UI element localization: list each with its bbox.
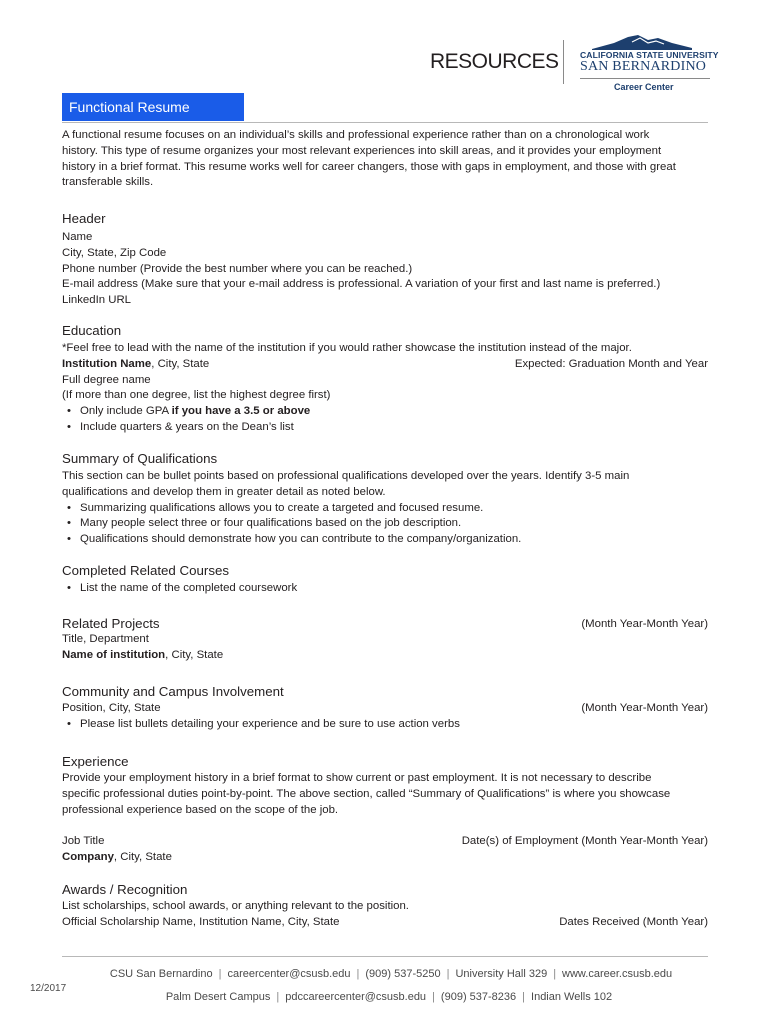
bullet-icon: • (67, 405, 71, 418)
awards-heading: Awards / Recognition (62, 882, 188, 897)
community-dates: (Month Year-Month Year) (581, 702, 708, 714)
qualifications-line: qualifications and develop them in greater detail as noted below. (62, 485, 386, 498)
education-block (62, 341, 710, 436)
footer-location: Indian Wells 102 (531, 991, 613, 1003)
bullet-text: Qualifications should demonstrate how you can contribute to the company/organization. (80, 533, 522, 546)
list-item (62, 516, 710, 532)
header-line-name: Name (62, 231, 93, 243)
experience-line: professional experience based on the scope of the job. (62, 803, 339, 816)
header-heading: Header (62, 211, 106, 226)
footer-separator: | (553, 968, 557, 980)
bullet-icon: • (67, 533, 71, 546)
bullet-text: Summarizing qualifications allows you to create a targeted and focused resume. (80, 501, 484, 514)
list-item (62, 532, 710, 548)
banner-rule (62, 122, 708, 123)
courses-block (62, 581, 710, 597)
footer-phone: (909) 537-5250 (365, 968, 441, 980)
education-note: *Feel free to lead with the name of the institution if you would rather showcase the institution instead of the major. (62, 342, 632, 354)
bullet-icon: • (67, 420, 71, 433)
education-more: (If more than one degree, list the highest degree first) (62, 389, 331, 402)
community-heading: Community and Campus Involvement (62, 684, 284, 699)
projects-institution-location: , City, State (165, 648, 224, 661)
projects-institution-name: Name of institution (62, 648, 166, 661)
list-item (62, 420, 710, 436)
awards-scholarship: Official Scholarship Name, Institution Name, City, State (62, 915, 340, 928)
footer-campus-name: CSU San Bernardino (109, 968, 213, 980)
institution-name: Institution Name (62, 357, 152, 370)
logo-career-center: Career Center (614, 82, 674, 92)
courses-heading: Completed Related Courses (62, 563, 230, 578)
intro-line: transferable skills. (62, 176, 154, 189)
experience-dates: Date(s) of Employment (Month Year-Month Year) (461, 835, 708, 847)
csusb-logo (580, 34, 719, 94)
footer-separator: | (522, 991, 526, 1003)
awards-dates: Dates Received (Month Year) (559, 916, 708, 928)
experience-company-location: , City, State (113, 850, 172, 863)
experience-company-name: Company (62, 850, 114, 863)
footer-palm-desert (0, 991, 770, 1003)
qualifications-line: This section can be bullet points based on professional qualifications developed over the years. Identify 3-5 main (62, 470, 630, 482)
education-degree: Full degree name (62, 373, 151, 386)
bullet-icon: • (67, 582, 71, 594)
bullet-icon: • (67, 717, 71, 730)
header-line-linkedin: LinkedIn URL (62, 294, 132, 307)
bullet-icon: • (67, 501, 71, 514)
experience-company (62, 850, 710, 866)
header-line-email: E-mail address (Make sure that your e-mail address is professional. A variation of your first and last name is preferred.) (62, 278, 661, 291)
projects-heading: Related Projects (62, 616, 160, 631)
footer-separator: | (432, 991, 435, 1003)
header-line-city: City, State, Zip Code (62, 246, 167, 259)
footer-date: 12/2017 (30, 983, 67, 994)
logo-university-line: CALIFORNIA STATE UNIVERSITY (580, 50, 719, 60)
footer-separator: | (356, 968, 360, 980)
logo-campus-line: SAN BERNARDINO (580, 59, 707, 74)
community-position: Position, City, State (62, 702, 161, 714)
awards-line: List scholarships, school awards, or anything relevant to the position. (62, 900, 409, 912)
header-lines (62, 230, 710, 309)
list-item (62, 404, 710, 420)
projects-dates: (Month Year-Month Year) (581, 618, 708, 630)
experience-job-title: Job Title (62, 835, 105, 847)
list-item (62, 501, 710, 517)
projects-institution (62, 648, 710, 664)
list-item (62, 581, 710, 597)
bullet-text: Include quarters & years on the Dean’s list (80, 420, 294, 433)
footer-separator: | (218, 968, 222, 980)
experience-line: Provide your employment history in a brief format to show current or past employment. It is not necessary to describe (62, 772, 652, 784)
footer-email-link[interactable]: careercenter@csusb.edu (227, 968, 351, 980)
education-expected: Expected: Graduation Month and Year (514, 358, 708, 370)
header-divider (563, 40, 564, 84)
intro-paragraph (62, 128, 710, 191)
page-title: RESOURCES (430, 50, 559, 73)
footer-website-link[interactable]: www.career.csusb.edu (562, 968, 673, 980)
footer-campus-name: Palm Desert Campus (165, 991, 271, 1003)
institution-location: , City, State (151, 357, 210, 370)
footer-separator: | (276, 991, 280, 1003)
bullet-text: List the name of the completed coursework (80, 582, 298, 594)
header-line-phone: Phone number (Provide the best number where you can be reached.) (62, 262, 413, 275)
section-banner: Functional Resume (62, 93, 244, 121)
experience-block (62, 771, 710, 818)
footer-location: University Hall 329 (455, 968, 548, 980)
bullet-icon: • (67, 517, 71, 530)
bullet-text: Many people select three or four qualifications based on the job description. (80, 517, 462, 530)
footer-email-link[interactable]: pdccareercenter@csusb.edu (285, 991, 427, 1003)
footer-phone: (909) 537-8236 (440, 991, 517, 1003)
logo-rule (580, 78, 710, 79)
education-heading: Education (62, 323, 122, 338)
intro-line: A functional resume focuses on an individual’s skills and professional experience rather than on a chronological work (62, 129, 650, 141)
projects-title: Title, Department (62, 633, 149, 645)
bullet-bold-text: if you have a 3.5 or above (171, 405, 311, 418)
intro-line: history. This type of resume organizes your most relevant experiences into skill areas, and it provides your employment (62, 144, 662, 157)
experience-heading: Experience (62, 754, 129, 769)
list-item (62, 717, 710, 733)
footer-rule (62, 956, 708, 957)
intro-line: history in a brief format. This resume works well for career changers, those with gaps in employment, and those with great (62, 160, 676, 173)
qualifications-heading: Summary of Qualifications (62, 451, 218, 466)
bullet-text: Please list bullets detailing your experience and be sure to use action verbs (80, 717, 460, 730)
mountain-logo-icon (592, 34, 692, 50)
projects-block (62, 632, 710, 664)
footer-separator: | (446, 968, 450, 980)
footer-main-campus (0, 968, 770, 980)
qualifications-block (62, 469, 710, 548)
experience-line: specific professional duties point-by-point. The above section, called “Summary of Qualifications” is where you showcase (62, 787, 671, 800)
bullet-text: Only include GPA (80, 405, 172, 418)
